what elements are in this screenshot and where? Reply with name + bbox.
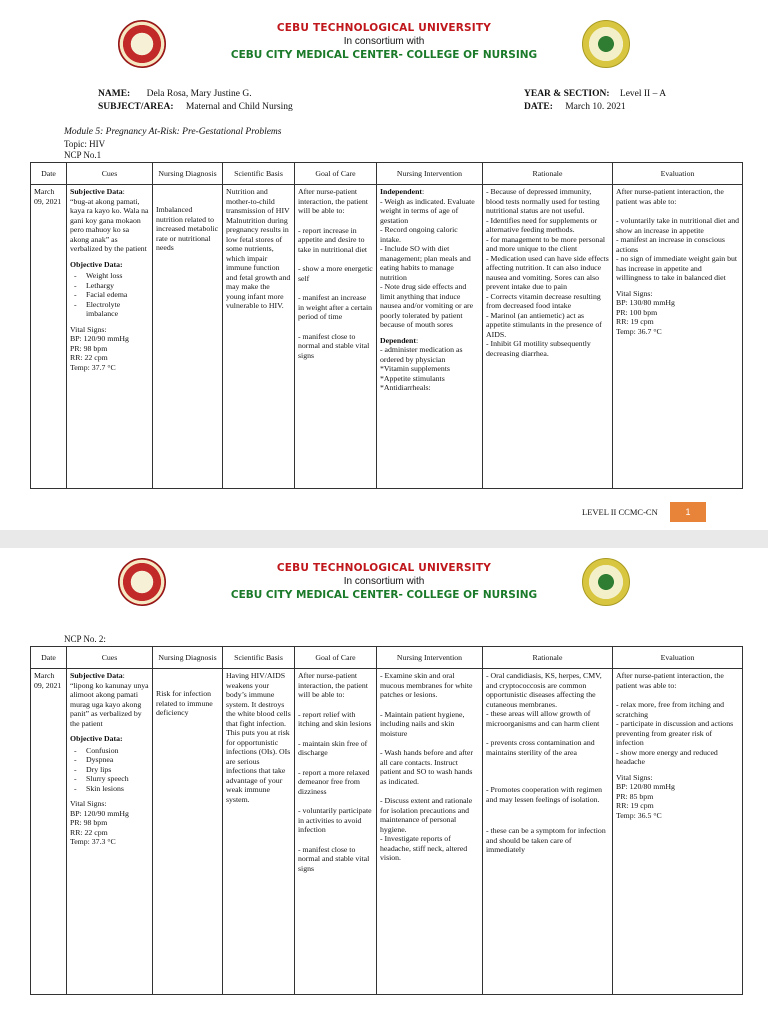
document-page-2 bbox=[0, 548, 768, 1024]
rationale-item: - prevents cross contamination and maintains sterility of the area bbox=[486, 738, 595, 757]
intervention-item: - Maintain patient hygiene, including nails and skin moisture bbox=[380, 709, 465, 738]
col-header-rationale: Rationale bbox=[483, 163, 613, 185]
date-cell: March 09, 2021 bbox=[31, 669, 67, 995]
diagnosis-text: Imbalanced nutrition related to increased metabolic rate or nutritional needs bbox=[156, 205, 219, 252]
vital-pr: PR: 100 bpm bbox=[616, 307, 658, 317]
list-item: - Confusion bbox=[70, 746, 149, 756]
intervention-cell: Independent: - Weigh as indicated. Evaluate weight in terms of age of gestation - Record ongoing caloric intake. - Include SO with diet management; plan meals and eating habits to manage nutrition - Note drug side effects and limit anything that induce nausea and/or vomiting or are poorly tolerated by patient because of mouth sores Dependent: - administer medication as ordered by physician *Vitamin supplements *Appetite stimulants *Antidiarrheals: bbox=[377, 185, 483, 489]
intervention-item: - Wash hands before and after all care contacts. Instruct patient and SO to wash hands as indicated. bbox=[380, 748, 473, 786]
col-header-diagnosis: Nursing Diagnosis bbox=[153, 163, 223, 185]
page-number: 1 bbox=[670, 502, 706, 522]
goal-item: - maintain skin free of discharge bbox=[298, 738, 368, 757]
subject-label: SUBJECT/AREA: bbox=[98, 102, 174, 112]
year-value: Level II – A bbox=[619, 89, 667, 99]
evaluation-item: - no sign of immediate weight gain but has increase in appetite and willingness to take in balanced diet bbox=[616, 254, 738, 282]
footer-text: LEVEL II CCMC-CN bbox=[582, 507, 658, 517]
list-item: - Slurry speech bbox=[70, 774, 149, 784]
goal-cell bbox=[295, 185, 377, 489]
basis-cell: Having HIV/AIDS weakens your body’s immune system. It destroys the white blood cells that fight infection. This puts you at risk for opportunistic infections (OIs). OIs are serious infections that take advantage of your weak immune system. bbox=[223, 669, 295, 995]
page-separator bbox=[0, 530, 768, 548]
ncp2-label: NCP No. 2: bbox=[64, 634, 106, 644]
year-label: YEAR & SECTION: bbox=[524, 89, 610, 99]
vital-pr: PR: 98 bpm bbox=[70, 343, 108, 353]
college-name: CEBU CITY MEDICAL CENTER- COLLEGE OF NURSING bbox=[230, 589, 538, 601]
subject-value: Maternal and Child Nursing bbox=[185, 102, 293, 112]
cues-cell: Subjective Data: “bug-at akong pamati, kaya ra kayo ko. Wala na gani koy gana mokaon pero mahuoy ko sa akong anak” as verbalized by the patient Objective Data: - Weight loss - Lethargy - Facial edema - Electrolyte imbalance Vital Signs: BP: 120/90 mmHg PR: 98 bpm RR: 22 cpm Temp: 37.7 °C bbox=[67, 185, 153, 489]
goal-item: - manifest close to normal and stable vital signs bbox=[298, 844, 370, 873]
vital-rr: RR: 19 cpm bbox=[616, 317, 654, 326]
col-header-intervention: Nursing Intervention bbox=[377, 163, 483, 185]
vital-temp: Temp: 37.3 °C bbox=[70, 837, 116, 846]
intervention-item: *Antidiarrheals: bbox=[380, 383, 431, 392]
evaluation-intro: After nurse-patient interaction, the patient was able to: bbox=[616, 187, 724, 206]
subject-line bbox=[98, 102, 293, 112]
rationale-item: - for management to be more personal and more unique to the client bbox=[486, 234, 606, 253]
rationale-item: - Because of depressed immunity, blood tests normally used for testing nutritional status are not useful. bbox=[486, 187, 600, 215]
rationale-item: - Promotes cooperation with regimen and may lessen feelings of isolation. bbox=[486, 785, 603, 804]
goal-item: - report increase in appetite and desire to take in nutritional diet bbox=[298, 225, 368, 254]
rationale-cell bbox=[483, 669, 613, 995]
rationale-item: - Identifies need for supplements or alternative feeding methods. bbox=[486, 215, 598, 234]
list-item: - Dyspnea bbox=[70, 755, 149, 765]
vital-bp: BP: 120/90 mmHg bbox=[70, 334, 129, 343]
list-item: - Dry lips bbox=[70, 765, 149, 775]
vital-temp: Temp: 36.5 °C bbox=[616, 810, 662, 820]
table-header-row bbox=[31, 647, 743, 669]
goal-item: - report a more relaxed demeanor free from dizziness bbox=[298, 767, 370, 796]
goal-item: - manifest an increase in weight after a certain period of time bbox=[298, 293, 373, 321]
ncp2-table bbox=[30, 646, 743, 995]
module-title: Module 5: Pregnancy At-Risk: Pre-Gestational Problems bbox=[64, 127, 282, 137]
date-value: March 10. 2021 bbox=[565, 102, 626, 112]
list-item: - Weight loss bbox=[70, 271, 149, 281]
university-name: CEBU TECHNOLOGICAL UNIVERSITY bbox=[276, 22, 492, 34]
diagnosis-text: Risk for infection related to immune deficiency bbox=[156, 689, 213, 717]
evaluation-item: - voluntarily take in nutritional diet and show an increase in appetite bbox=[616, 216, 739, 235]
intervention-item: - administer medication as ordered by physician bbox=[380, 345, 463, 364]
name-label: NAME: bbox=[98, 89, 131, 99]
ncp1-label: NCP No.1 bbox=[64, 150, 102, 160]
goal-intro: After nurse-patient interaction, the patient will be able to: bbox=[298, 187, 368, 215]
col-header-intervention: Nursing Intervention bbox=[377, 647, 483, 669]
goal-item: - report relief with itching and skin lesions bbox=[298, 709, 372, 728]
name-line bbox=[98, 89, 252, 99]
year-line bbox=[524, 89, 666, 99]
objective-list bbox=[70, 746, 149, 794]
date-line bbox=[524, 102, 626, 112]
intervention-item: - Record ongoing caloric intake. bbox=[380, 225, 458, 244]
goal-item: - show a more energetic self bbox=[298, 264, 373, 283]
subjective-text: “lipong ko kanunay unya alimoot akong pamati murag uga kayo akong panit” as verbalized by the patient bbox=[70, 680, 149, 728]
vitals-heading: Vital Signs: bbox=[70, 324, 107, 334]
intervention-item: - Weigh as indicated. Evaluate weight in terms of age of gestation bbox=[380, 196, 475, 225]
basis-cell: Nutrition and mother-to-child transmission of HIV Malnutrition during pregnancy results in low fetal stores of some nutrients, which impair immune function and fetal growth and may make the young infant more vulnerable to HIV. bbox=[223, 185, 295, 489]
vital-bp: BP: 120/80 mmHg bbox=[616, 782, 675, 791]
intervention-item: - Examine skin and oral mucous membranes for white patches or lesions. bbox=[380, 671, 473, 699]
objective-label: Objective Data: bbox=[70, 259, 123, 269]
col-header-basis: Scientific Basis bbox=[223, 163, 295, 185]
col-header-evaluation: Evaluation bbox=[613, 647, 743, 669]
subjective-text: “bug-at akong pamati, kaya ra kayo ko. Wala na gani koy gana mokaon pero mahuoy ko sa akong anak” as verbalized by the patient bbox=[70, 196, 149, 253]
goal-item: - manifest close to normal and stable vital signs bbox=[298, 331, 370, 360]
col-header-date: Date bbox=[31, 163, 67, 185]
subjective-label: Subjective Data bbox=[70, 671, 123, 680]
objective-label: Objective Data: bbox=[70, 734, 123, 743]
date-cell: March 09, 2021 bbox=[31, 185, 67, 489]
list-item: - Electrolyte imbalance bbox=[70, 300, 149, 319]
goal-item: - voluntarily participate in activities to avoid infection bbox=[298, 806, 372, 834]
date-label: DATE: bbox=[524, 102, 553, 112]
intervention-cell bbox=[377, 669, 483, 995]
letterhead bbox=[0, 22, 768, 61]
subjective-label: Subjective Data bbox=[70, 187, 123, 196]
university-name: CEBU TECHNOLOGICAL UNIVERSITY bbox=[276, 562, 492, 574]
diagnosis-cell bbox=[153, 185, 223, 489]
objective-list bbox=[70, 271, 149, 319]
letterhead bbox=[0, 562, 768, 601]
rationale-item: - Oral candidiasis, KS, herpes, CMV, and cryptococcosis are common opportunistic diseases affecting the cutaneous membranes. bbox=[486, 671, 602, 709]
col-header-evaluation: Evaluation bbox=[613, 163, 743, 185]
independent-label: Independent bbox=[380, 187, 423, 196]
list-item: - Facial edema bbox=[70, 290, 149, 300]
evaluation-cell bbox=[613, 669, 743, 995]
list-item: - Skin lesions bbox=[70, 784, 149, 794]
evaluation-item: - show more energy and reduced headache bbox=[616, 747, 718, 766]
intervention-item: - Discuss extent and rationale for isolation precautions and maintenance of personal hygiene. bbox=[380, 796, 473, 834]
col-header-basis: Scientific Basis bbox=[223, 647, 295, 669]
col-header-cues: Cues bbox=[67, 163, 153, 185]
vital-pr: PR: 98 bpm bbox=[70, 818, 108, 827]
consortium-text: In consortium with bbox=[343, 36, 425, 47]
rationale-item: - Corrects vitamin decrease resulting from decreased food intake bbox=[486, 291, 601, 310]
list-item: - Lethargy bbox=[70, 281, 149, 291]
rationale-item: - Medication used can have side effects affecting nutrition. It can also induce nausea and vomiting. Sores can also prevent intake due to pain bbox=[486, 253, 609, 291]
vitals-heading: Vital Signs: bbox=[70, 799, 107, 808]
evaluation-intro: After nurse-patient interaction, the patient was able to: bbox=[616, 671, 724, 690]
rationale-cell bbox=[483, 185, 613, 489]
goal-intro: After nurse-patient interaction, the patient will be able to: bbox=[298, 671, 368, 699]
rationale-item: - Inhibit GI motility subsequently decreasing diarrhea. bbox=[486, 339, 591, 358]
vital-bp: BP: 120/90 mmHg bbox=[70, 808, 129, 818]
goal-cell bbox=[295, 669, 377, 995]
vital-rr: RR: 19 cpm bbox=[616, 801, 654, 810]
evaluation-item: - participate in discussion and actions preventing from greater risk of infection bbox=[616, 719, 734, 747]
col-header-diagnosis: Nursing Diagnosis bbox=[153, 647, 223, 669]
topic-line: Topic: HIV bbox=[64, 139, 106, 149]
col-header-goal: Goal of Care bbox=[295, 163, 377, 185]
intervention-item: - Note drug side effects and limit anything that induce nausea and/or vomiting or are poorly tolerated by patient because of mouth sores bbox=[380, 282, 474, 329]
vital-temp: Temp: 36.7 °C bbox=[616, 326, 662, 336]
vitals-heading: Vital Signs: bbox=[616, 772, 653, 782]
table-row bbox=[31, 185, 743, 489]
student-name: Dela Rosa, Mary Justine G. bbox=[146, 89, 252, 99]
col-header-rationale: Rationale bbox=[483, 647, 613, 669]
vital-temp: Temp: 37.7 °C bbox=[70, 362, 116, 372]
ncp1-table bbox=[30, 162, 743, 489]
evaluation-item: - manifest an increase in conscious actions bbox=[616, 235, 725, 254]
vital-rr: RR: 22 cpm bbox=[70, 353, 108, 362]
col-header-goal: Goal of Care bbox=[295, 647, 377, 669]
intervention-item: - Investigate reports of headache, stiff neck, altered vision. bbox=[380, 834, 468, 862]
intervention-item: *Vitamin supplements bbox=[380, 364, 450, 373]
table-header-row bbox=[31, 163, 743, 185]
vital-rr: RR: 22 cpm bbox=[70, 827, 108, 837]
diagnosis-cell bbox=[153, 669, 223, 995]
vitals-heading: Vital Signs: bbox=[616, 288, 653, 298]
intervention-item: *Appetite stimulants bbox=[380, 373, 445, 383]
table-row bbox=[31, 669, 743, 995]
col-header-cues: Cues bbox=[67, 647, 153, 669]
cues-cell: Subjective Data: “lipong ko kanunay unya alimoot akong pamati murag uga kayo akong panit” as verbalized by the patient Objective Data: - Confusion - Dyspnea - Dry lips - Slurry speech - Skin lesions Vital Signs: BP: 120/90 mmHg PR: 98 bpm RR: 22 cpm Temp: 37.3 °C bbox=[67, 669, 153, 995]
college-name: CEBU CITY MEDICAL CENTER- COLLEGE OF NURSING bbox=[230, 49, 538, 61]
vital-pr: PR: 85 bpm bbox=[616, 791, 654, 801]
evaluation-item: - relax more, free from itching and scratching bbox=[616, 700, 725, 719]
rationale-item: - Marinol (an antiemetic) act as appetite stimulants in the presence of AIDS. bbox=[486, 310, 602, 339]
consortium-text: In consortium with bbox=[343, 576, 425, 587]
rationale-item: - these areas will allow growth of microorganisms and can harm client bbox=[486, 709, 600, 728]
evaluation-cell bbox=[613, 185, 743, 489]
vital-bp: BP: 130/80 mmHg bbox=[616, 298, 675, 307]
intervention-item: - Include SO with diet management; plan meals and eating habits to manage nutrition bbox=[380, 244, 471, 282]
col-header-date: Date bbox=[31, 647, 67, 669]
dependent-label: Dependent bbox=[380, 335, 416, 345]
rationale-item: - these can be a symptom for infection and should be taken care of immediately bbox=[486, 826, 606, 854]
